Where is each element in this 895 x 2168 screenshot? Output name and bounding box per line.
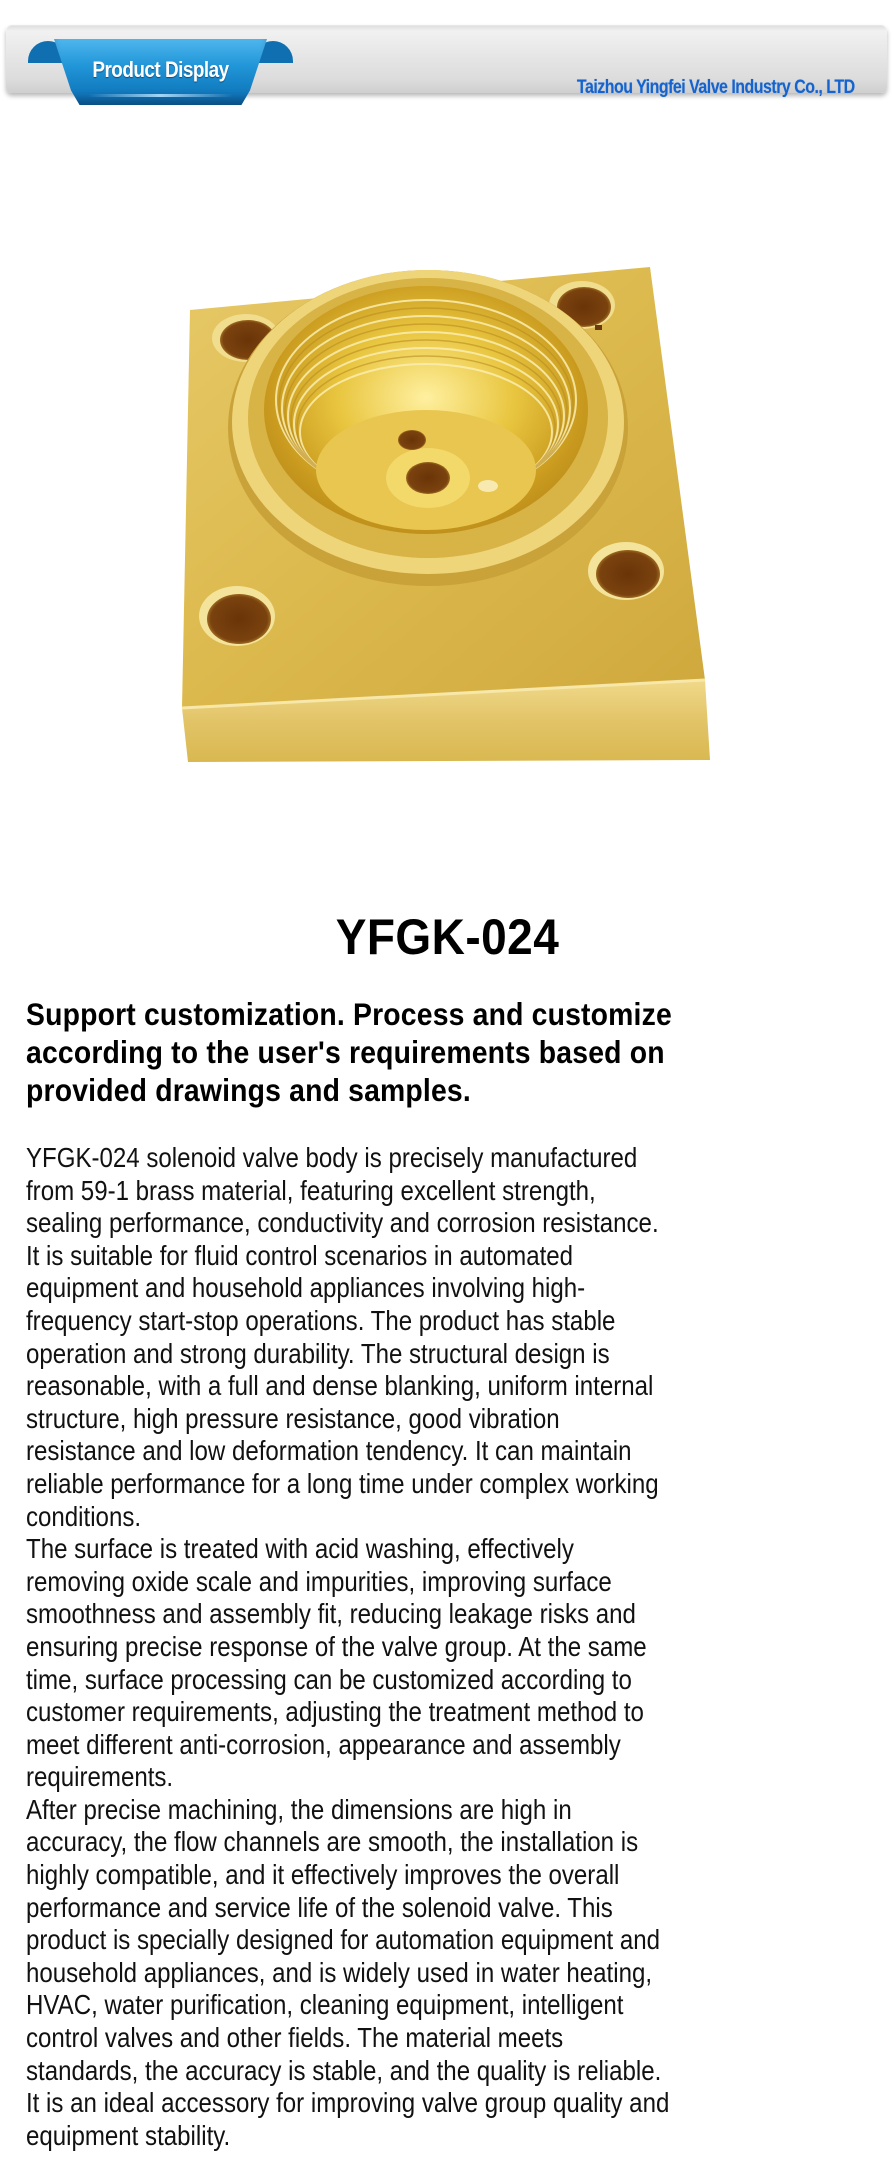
text-line: standards, the accuracy is stable, and the quality is reliable. [26,2054,662,2086]
product-description [26,1142,844,2152]
text-line: removing oxide scale and impurities, improving surface [26,1565,612,1597]
text-line: It is an ideal accessory for improving valve group quality and [26,2087,670,2119]
product-model-title: YFGK-024 [335,909,560,965]
text-line: highly compatible, and it effectively improves the overall [26,1859,620,1891]
text-line: HVAC, water purification, cleaning equipment, intelligent [26,1989,624,2021]
text-line: equipment and household appliances involving high- [26,1272,586,1304]
text-line: reliable performance for a long time under complex working [26,1467,659,1499]
section-header-banner [6,25,887,98]
company-name: Taizhou Yingfei Valve Industry Co., LTD [577,77,855,98]
headline-line: Support customization. Process and customize [26,996,672,1032]
text-line: The surface is treated with acid washing, effectively [26,1533,574,1565]
text-line: YFGK-024 solenoid valve body is precisely manufactured [26,1142,638,1173]
text-line: frequency start-stop operations. The product has stable [26,1304,616,1336]
text-line: time, surface processing can be customized according to [26,1663,632,1695]
text-line: household appliances, and is widely used in water heating, [26,1956,653,1988]
headline-line: provided drawings and samples. [26,1072,471,1108]
text-line: It is suitable for fluid control scenarios in automated [26,1239,574,1271]
text-line: smoothness and assembly fit, reducing leakage risks and [26,1598,636,1630]
description-paragraph-applications [26,1794,844,2153]
text-line: product is specially designed for automation equipment and [26,1924,661,1956]
text-line: equipment stability. [26,2119,231,2151]
text-line: ensuring precise response of the valve group. At the same [26,1630,647,1662]
product-display-label: Product Display [92,57,229,82]
text-line: customer requirements, adjusting the treatment method to [26,1696,644,1728]
ribbon-highlight [88,94,233,97]
text-line: accuracy, the flow channels are smooth, the installation is [26,1826,639,1858]
text-line: reasonable, with a full and dense blanking, uniform internal [26,1370,654,1402]
text-line: from 59-1 brass material, featuring excellent strength, [26,1174,596,1206]
product-display-ribbon [28,37,293,107]
text-line: operation and strong durability. The structural design is [26,1337,610,1369]
text-line: After precise machining, the dimensions are high in [26,1793,572,1825]
text-line: performance and service life of the solenoid valve. This [26,1891,613,1923]
text-line: meet different anti-corrosion, appearance and assembly [26,1728,621,1760]
text-line: resistance and low deformation tendency. It can maintain [26,1435,632,1467]
brass-valve-body-illustration [150,240,750,780]
product-image [150,240,750,780]
description-paragraph-surface [26,1533,844,1794]
text-line: requirements. [26,1761,174,1793]
text-line: structure, high pressure resistance, good vibration [26,1402,560,1434]
customization-headline [26,995,809,1109]
text-line: sealing performance, conductivity and corrosion resistance. [26,1207,659,1239]
text-line: control valves and other fields. The material meets [26,2022,564,2054]
text-line: conditions. [26,1500,142,1532]
headline-line: according to the user's requirements based on [26,1034,665,1070]
description-paragraph-material [26,1142,844,1533]
